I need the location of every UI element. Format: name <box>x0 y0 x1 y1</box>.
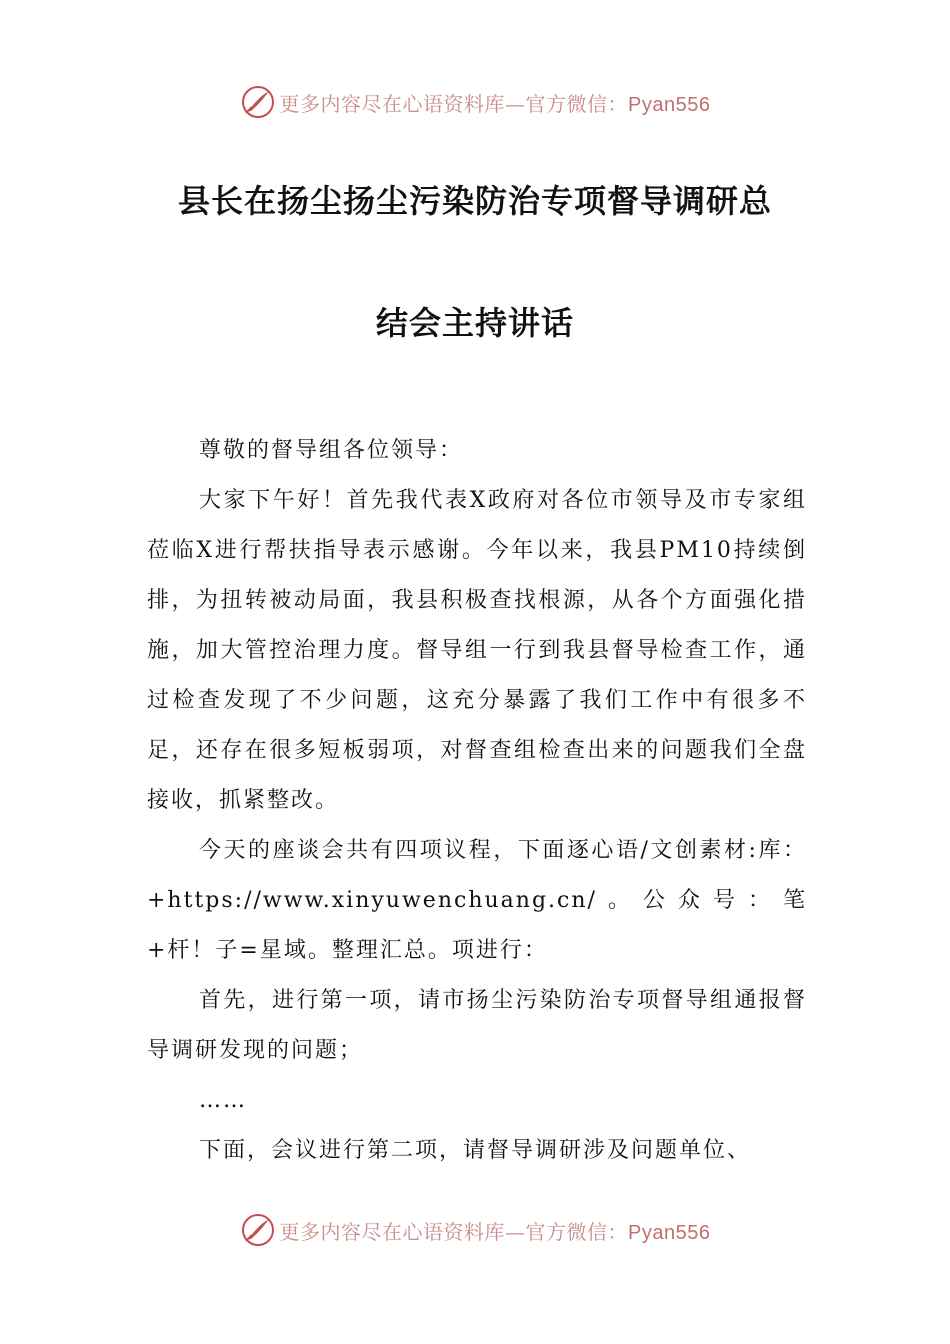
footer-watermark-banner <box>0 1208 950 1252</box>
quill-logo-icon <box>240 1212 276 1248</box>
quill-logo-icon <box>240 84 276 120</box>
document-body <box>147 426 807 1176</box>
document-title-line-1: 县长在扬尘扬尘污染防治专项督导调研总 <box>177 182 772 220</box>
header-watermark-banner <box>0 80 950 124</box>
banner-text: 更多内容尽在心语资料库—官方微信： <box>279 91 629 116</box>
body-paragraph: 首先，进行第一项，请市扬尘污染防治专项督导组通报督导调研发现的问题； <box>147 988 807 1063</box>
banner-wechat-handle: Pyan556 <box>628 1221 711 1244</box>
ellipsis-paragraph: …… <box>199 1088 247 1113</box>
banner-wechat-handle: Pyan556 <box>628 93 711 116</box>
body-paragraph: 今天的座谈会共有四项议程，下面逐心语/文创素材:库：+https://www.xinyuwenchuang.cn/。公众号：笔+杆！子=星域。整理汇总。项进行： <box>147 838 807 963</box>
body-paragraph: 大家下午好！首先我代表X政府对各位市领导及市专家组莅临X进行帮扶指导表示感谢。今年以来，我县PM10持续倒排，为扭转被动局面，我县积极查找根源，从各个方面强化措施，加大管控治理力度。督导组一行到我县督导检查工作，通过检查发现了不少问题，这充分暴露了我们工作中有很多不足，还存在很多短板弱项，对督查组检查出来的问题我们全盘接收，抓紧整改。 <box>147 488 807 813</box>
salutation-paragraph: 尊敬的督导组各位领导： <box>199 438 464 463</box>
document-title-line-2: 结会主持讲话 <box>375 304 574 342</box>
body-paragraph: 下面，会议进行第二项，请督导调研涉及问题单位、 <box>199 1138 752 1163</box>
banner-text: 更多内容尽在心语资料库—官方微信： <box>279 1219 629 1244</box>
